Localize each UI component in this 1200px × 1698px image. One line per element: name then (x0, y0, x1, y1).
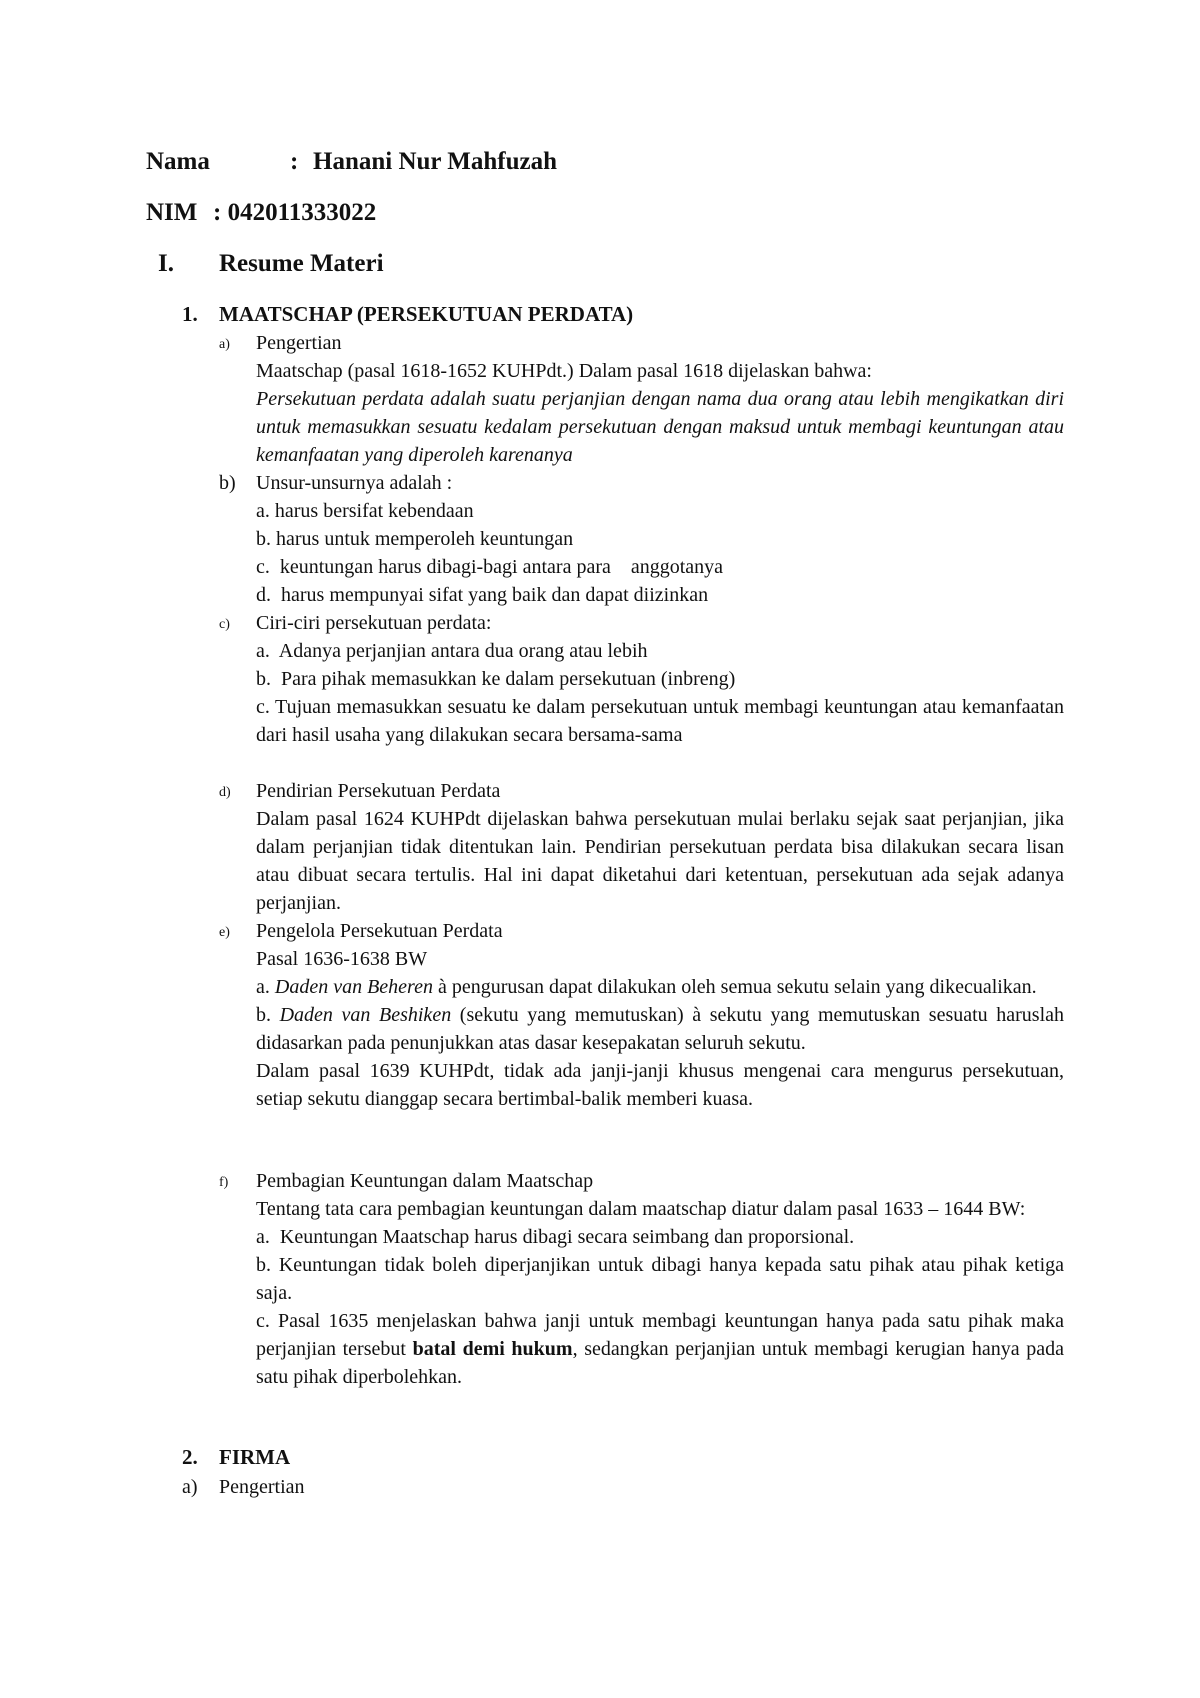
sub-f-item-c (256, 1307, 1064, 1391)
topic-1-number: 1. (182, 302, 198, 326)
sub-e-item-b-label: b. (256, 1004, 271, 1026)
sub-c-title: Ciri-ciri persekutuan perdata: (256, 612, 492, 634)
sub-e-marker: e) (219, 925, 230, 940)
topic-2-title: FIRMA (219, 1445, 291, 1469)
sub-d-marker: d) (219, 785, 231, 800)
sub-e-item-b-term: Daden van Beshiken (279, 1004, 452, 1026)
sub-a-intro: Maatschap (pasal 1618-1652 KUHPdt.) Dalam pasal 1618 dijelaskan bahwa: (256, 360, 872, 382)
sub-a-block (256, 329, 1064, 469)
sub-f-item-b: b. Keuntungan tidak boleh diperjanjikan untuk dibagi hanya kepada satu pihak atau pihak ketiga saja. (256, 1254, 1064, 1304)
sub-e-item-a-term: Daden van Beheren (274, 976, 433, 998)
topic-1-title: MAATSCHAP (PERSEKUTUAN PERDATA) (219, 302, 634, 326)
sub-e-item-b (256, 1001, 1064, 1057)
sub-a-title: Pengertian (256, 332, 342, 354)
name-separator: : (290, 148, 299, 175)
sub-f-item-c-post: , sedangkan perjanjian untuk membagi kerugian hanya pada satu pihak diperbolehkan. (256, 1338, 1064, 1388)
sub-e-item-a-label: a. (256, 976, 270, 998)
sub-b-block (256, 469, 1064, 609)
sub-d-title: Pendirian Persekutuan Perdata (256, 780, 501, 802)
section-number: I. (158, 250, 174, 277)
sub-b-item-a: a. harus bersifat kebendaan (256, 500, 474, 522)
sub-e-closing: Dalam pasal 1639 KUHPdt, tidak ada janji-janji khusus mengenai cara mengurus persekutuan, setiap sekutu dianggap secara bertimbal-balik memberi kuasa. (256, 1060, 1064, 1110)
topic-2-a-marker: a) (182, 1476, 198, 1498)
nim-label: NIM (146, 199, 198, 226)
sub-e-item-a-text: à pengurusan dapat dilakukan oleh semua sekutu selain yang dikecualikan. (432, 976, 1037, 998)
nim-value: : 042011333022 (213, 199, 377, 226)
sub-d-block (256, 777, 1064, 917)
sub-e-block (256, 917, 1064, 1113)
sub-f-intro: Tentang tata cara pembagian keuntungan dalam maatschap diatur dalam pasal 1633 – 1644 BW: (256, 1198, 1026, 1220)
sub-c-item-c: c. Tujuan memasukkan sesuatu ke dalam persekutuan untuk membagi keuntungan atau kemanfaatan dari hasil usaha yang dilakukan secara bersama-sama (256, 696, 1064, 746)
sub-e-item-a (256, 973, 1064, 1001)
sub-c-item-a: a. Adanya perjanjian antara dua orang atau lebih (256, 640, 648, 662)
sub-f-title: Pembagian Keuntungan dalam Maatschap (256, 1170, 594, 1192)
sub-e-title: Pengelola Persekutuan Perdata (256, 920, 503, 942)
sub-b-marker: b) (219, 472, 236, 494)
topic-2-number: 2. (182, 1445, 198, 1469)
topic-2-a-title: Pengertian (219, 1476, 305, 1498)
section-title: Resume Materi (219, 250, 384, 277)
sub-f-marker: f) (219, 1175, 229, 1190)
sub-f-item-c-bold: batal demi hukum (412, 1338, 573, 1360)
sub-f-item-a: a. Keuntungan Maatschap harus dibagi secara seimbang dan proporsional. (256, 1226, 855, 1248)
sub-c-marker: c) (219, 617, 230, 632)
sub-a-quote: Persekutuan perdata adalah suatu perjanjian dengan nama dua orang atau lebih mengikatkan diri untuk memasukkan sesuatu kedalam persekutuan dengan maksud untuk membagi keuntungan atau kemanfaatan yang diperoleh karenanya (256, 388, 1064, 466)
sub-b-item-c: c. keuntungan harus dibagi-bagi antara para anggotanya (256, 556, 724, 578)
sub-b-item-d: d. harus mempunyai sifat yang baik dan dapat diizinkan (256, 584, 709, 606)
sub-b-item-b: b. harus untuk memperoleh keuntungan (256, 528, 574, 550)
sub-e-item-b-text: (sekutu yang memutuskan) à sekutu yang memutuskan sesuatu haruslah didasarkan pada penunjukkan atas dasar kesepakatan seluruh sekutu. (256, 1004, 1065, 1054)
sub-e-line1: Pasal 1636-1638 BW (256, 948, 428, 970)
sub-b-title: Unsur-unsurnya adalah : (256, 472, 453, 494)
name-value: Hanani Nur Mahfuzah (313, 148, 558, 175)
sub-c-block (256, 609, 1064, 749)
sub-c-item-b: b. Para pihak memasukkan ke dalam persekutuan (inbreng) (256, 668, 736, 690)
sub-f-block (256, 1167, 1064, 1391)
sub-f-item-c-pre: c. Pasal 1635 menjelaskan bahwa janji untuk membagi keuntungan hanya pada satu pihak maka perjanjian tersebut (256, 1310, 1064, 1360)
name-label: Nama (146, 148, 210, 175)
sub-d-text: Dalam pasal 1624 KUHPdt dijelaskan bahwa persekutuan mulai berlaku sejak saat perjanjian, jika dalam perjanjian tidak ditentukan lain. Pendirian persekutuan perdata bisa dilakukan secara lisan atau dibuat secara tertulis. Hal ini dapat diketahui dari ketentuan, persekutuan ada sejak adanya perjanjian. (256, 808, 1064, 914)
sub-a-marker: a) (219, 337, 230, 352)
